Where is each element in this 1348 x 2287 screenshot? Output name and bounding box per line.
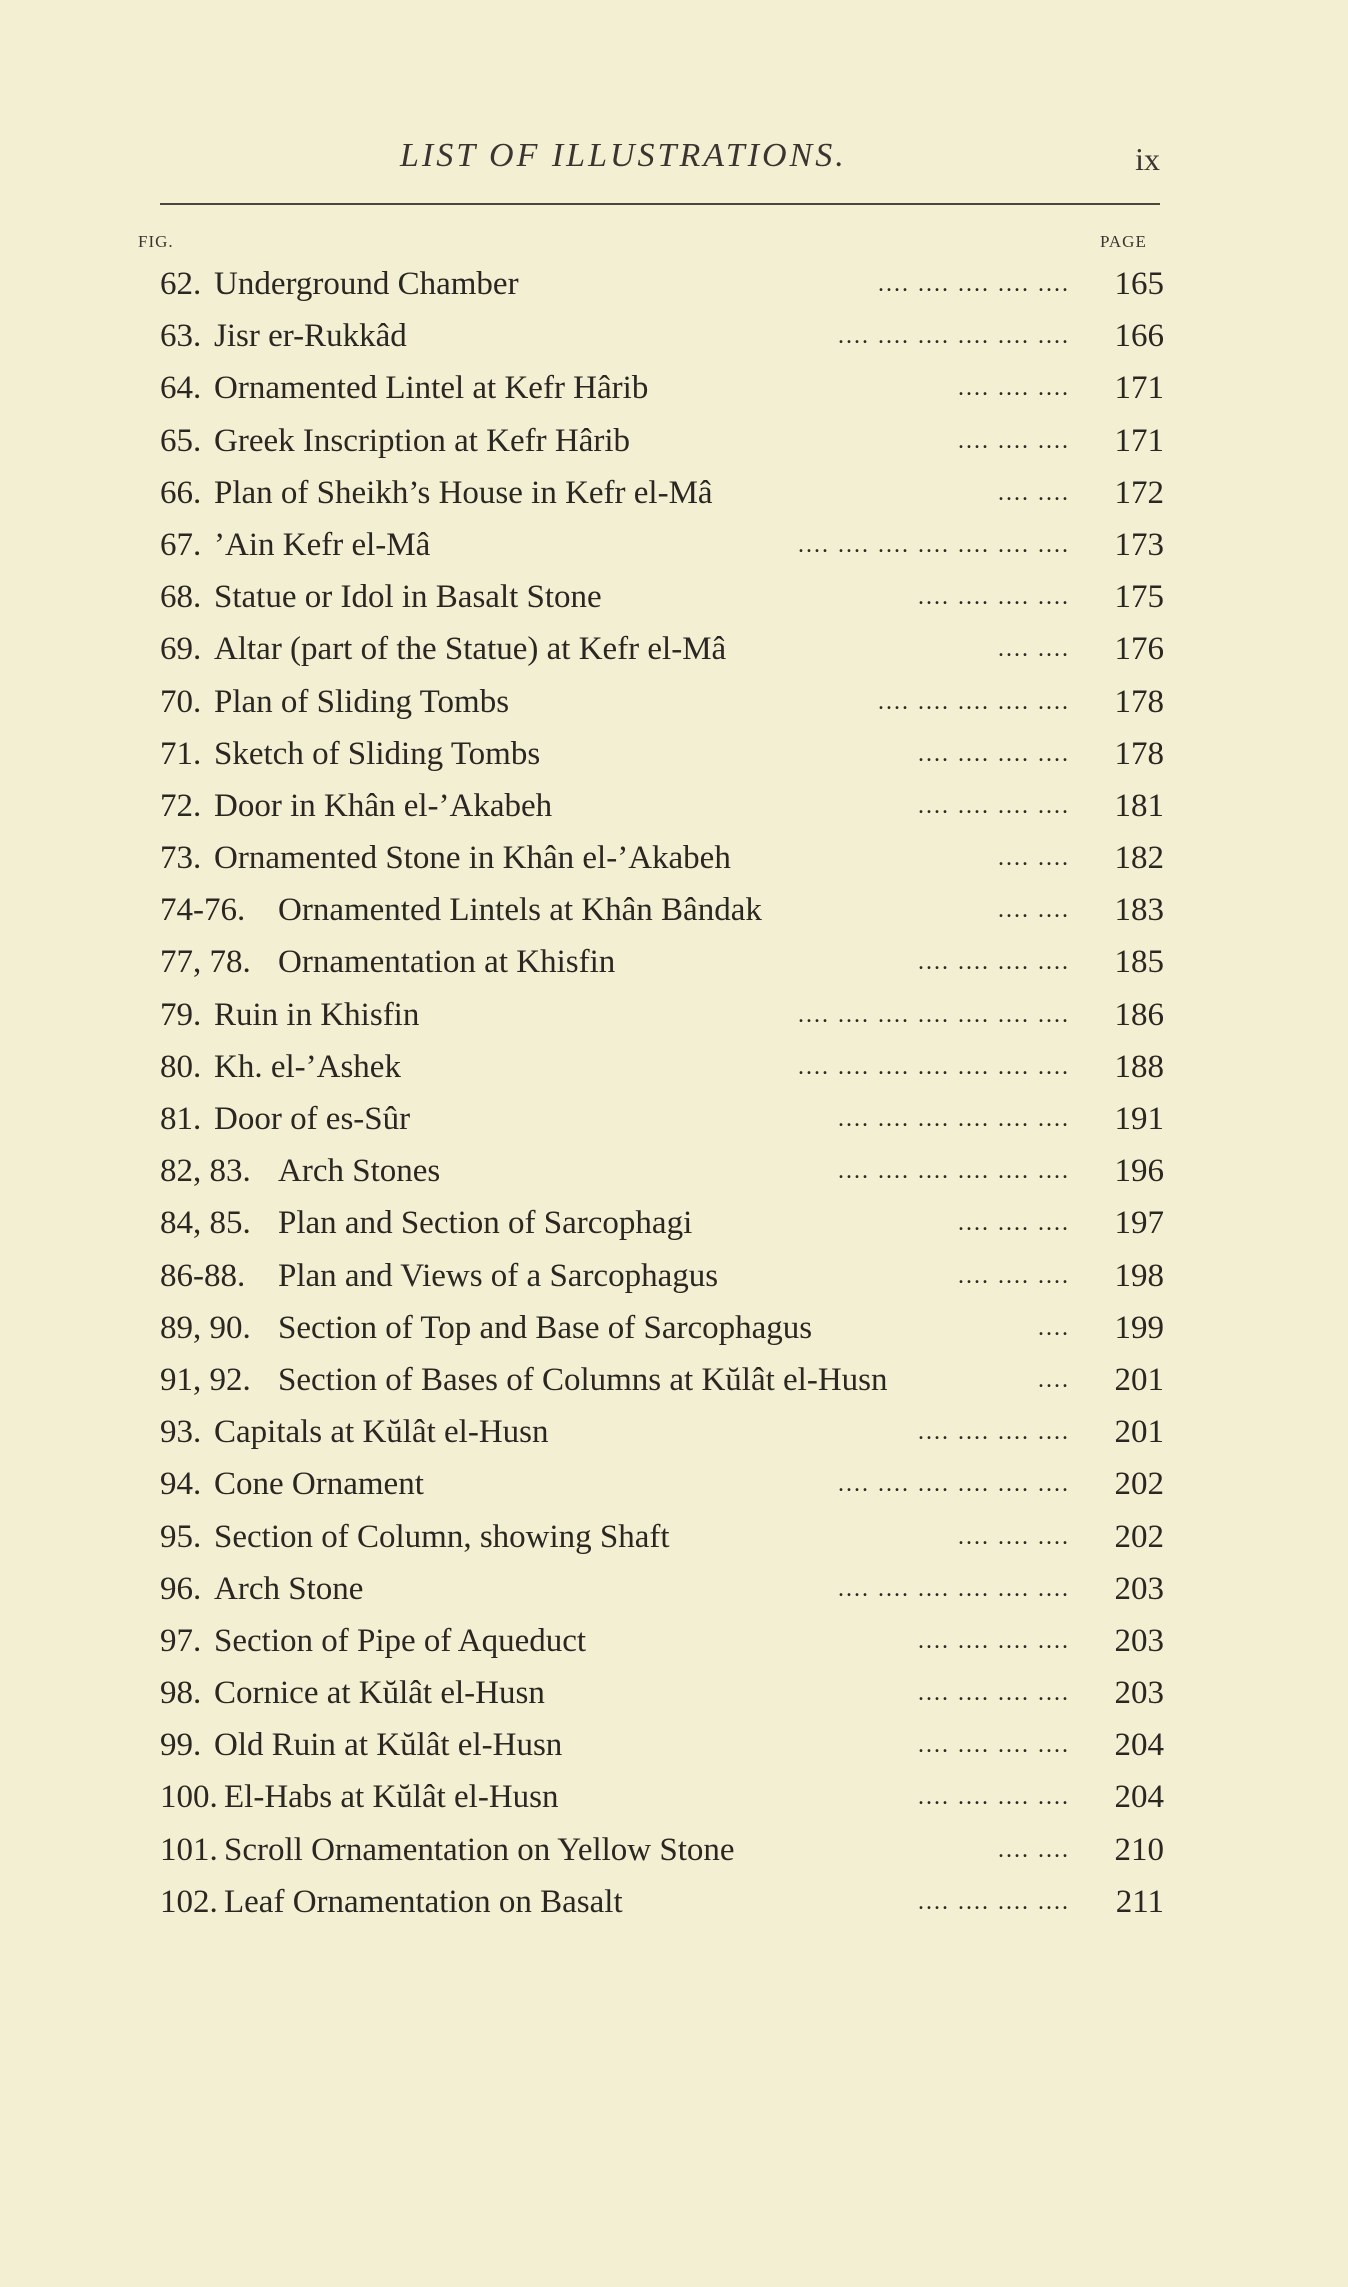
page-reference: 183 [1114,892,1164,929]
figure-number: 99. [160,1727,202,1764]
page-reference: 203 [1114,1622,1164,1659]
dot-leaders: .... .... .... .... .... .... [838,1471,1070,1498]
figure-number: 97. [160,1622,202,1659]
figure-number: 68. [160,579,202,616]
figure-number: 82, 83. [160,1153,251,1190]
page-reference: 171 [1114,370,1164,407]
illustration-title: El-Habs at Kŭlât el-Husn [224,1779,559,1816]
list-item [160,310,1164,362]
illustration-title: Cornice at Kŭlât el-Husn [214,1675,545,1712]
dot-leaders: .... .... [998,1836,1070,1863]
figure-number: 95. [160,1518,202,1555]
list-item [160,884,1164,936]
dot-leaders: .... .... .... .... [918,1680,1070,1707]
dot-leaders: .... .... .... .... .... .... [838,1106,1070,1132]
figure-number: 67. [160,526,202,563]
dot-leaders: .... .... .... .... [918,949,1070,976]
dot-leaders: .... .... .... .... [918,740,1070,767]
dot-leaders: .... .... .... .... .... .... .... [798,1053,1070,1080]
illustration-title: Sketch of Sliding Tombs [214,735,541,772]
page-reference: 178 [1114,683,1164,720]
illustration-title: Scroll Ornamentation on Yellow Stone [224,1831,735,1868]
figure-number: 79. [160,996,202,1033]
list-item [160,1145,1164,1197]
page-reference: 185 [1114,944,1164,981]
figure-number: 72. [160,787,202,824]
illustration-title: Section of Column, showing Shaft [214,1518,670,1555]
dot-leaders: .... .... .... .... [918,1627,1070,1654]
list-item [160,728,1164,780]
page-reference: 196 [1114,1153,1164,1190]
figure-number: 62. [160,266,202,302]
list-item [160,1302,1164,1354]
dot-leaders: .... .... .... [958,1262,1070,1289]
page-reference: 203 [1114,1570,1164,1607]
page-reference: 165 [1114,266,1164,302]
list-item [160,362,1164,414]
figure-number: 66. [160,474,202,511]
list-item [160,780,1164,832]
figure-number: 101. [160,1831,218,1868]
illustration-title: Plan and Section of Sarcophagi [278,1205,693,1242]
list-item [160,623,1164,675]
page-reference: 166 [1114,318,1164,355]
list-item [160,1876,1164,1928]
illustration-title: Jisr er-Rukkâd [214,318,407,355]
list-item [160,1667,1164,1719]
page-reference: 188 [1114,1048,1164,1085]
illustration-title: Altar (part of the Statue) at Kefr el-Mâ [214,631,727,668]
illustration-title: Plan of Sliding Tombs [214,683,510,720]
figure-number: 69. [160,631,202,668]
dot-leaders: .... [1038,1366,1070,1393]
figure-number: 74-76. [160,892,246,929]
fig-column-heading: FIG. [138,232,174,251]
list-item [160,467,1164,519]
page-reference: 204 [1114,1779,1164,1816]
page-reference: 191 [1114,1101,1164,1137]
illustration-title: ’Ain Kefr el-Mâ [214,526,431,563]
list-item [160,1824,1164,1876]
figure-number: 93. [160,1414,202,1451]
illustration-title: Ornamented Lintel at Kefr Hârib [214,370,649,407]
figure-number: 102. [160,1883,218,1920]
page-reference: 178 [1114,735,1164,772]
illustration-title: Underground Chamber [214,266,519,302]
illustration-title: Arch Stone [214,1570,364,1607]
dot-leaders: .... .... .... .... .... .... [838,1158,1070,1185]
header-rule [160,203,1160,205]
figure-number: 94. [160,1466,202,1503]
dot-leaders: .... .... .... [958,375,1070,402]
page-reference: 181 [1114,787,1164,824]
dot-leaders: .... .... .... .... [918,584,1070,611]
figure-number: 91, 92. [160,1361,251,1398]
illustrations-list [160,258,1164,1928]
figure-number: 64. [160,370,202,407]
figure-number: 96. [160,1570,202,1607]
list-item [160,519,1164,571]
page-reference: 173 [1114,526,1164,563]
running-head [160,137,1160,187]
dot-leaders: .... .... .... [958,1210,1070,1237]
list-item [160,989,1164,1041]
illustration-title: Ruin in Khisfin [214,996,420,1033]
illustration-title: Arch Stones [278,1153,441,1190]
figure-number: 89, 90. [160,1309,251,1346]
figure-number: 73. [160,840,202,877]
list-item [160,676,1164,728]
illustration-title: Section of Bases of Columns at Kŭlât el-Husn [278,1361,888,1398]
dot-leaders: .... .... [998,636,1070,663]
dot-leaders: .... .... .... .... [918,1784,1070,1811]
figure-number: 100. [160,1779,218,1816]
illustration-title: Statue or Idol in Basalt Stone [214,579,602,616]
dot-leaders: .... .... .... .... .... .... .... [798,1001,1070,1028]
page-reference: 202 [1114,1466,1164,1503]
illustration-title: Plan and Views of a Sarcophagus [278,1257,719,1294]
illustration-title: Ornamented Stone in Khân el-’Akabeh [214,840,731,877]
dot-leaders: .... .... [998,845,1070,872]
dot-leaders: .... [1038,1314,1070,1341]
list-item [160,1041,1164,1093]
page-number: ix [1135,141,1160,177]
dot-leaders: .... .... [998,479,1070,506]
list-item [160,258,1164,310]
illustration-title: Cone Ornament [214,1466,424,1503]
figure-number: 86-88. [160,1257,246,1294]
figure-number: 77, 78. [160,944,251,981]
dot-leaders: .... .... .... .... .... [878,271,1070,297]
list-item [160,1511,1164,1563]
illustration-title: Ornamentation at Khisfin [278,944,616,981]
list-item [160,1458,1164,1510]
dot-leaders: .... .... .... .... .... .... [838,323,1070,350]
page-reference: 211 [1115,1883,1164,1920]
list-item [160,1771,1164,1823]
list-item [160,1719,1164,1771]
page-reference: 202 [1114,1518,1164,1555]
illustration-title: Plan of Sheikh’s House in Kefr el-Mâ [214,474,713,511]
illustration-title: Kh. el-’Ashek [214,1048,401,1085]
figure-number: 81. [160,1101,202,1137]
list-item [160,936,1164,988]
dot-leaders: .... .... .... .... [918,1419,1070,1446]
illustration-title: Old Ruin at Kŭlât el-Husn [214,1727,563,1764]
dot-leaders: .... .... .... [958,427,1070,454]
list-item [160,1354,1164,1406]
figure-number: 80. [160,1048,202,1085]
page-reference: 203 [1114,1675,1164,1712]
list-item [160,1406,1164,1458]
dot-leaders: .... .... .... .... .... .... [838,1575,1070,1602]
page-reference: 171 [1114,422,1164,459]
page-reference: 199 [1114,1309,1164,1346]
list-item [160,571,1164,623]
page-reference: 201 [1114,1361,1164,1398]
figure-number: 71. [160,735,202,772]
figure-number: 63. [160,318,202,355]
figure-number: 70. [160,683,202,720]
dot-leaders: .... .... .... .... .... .... .... [798,531,1070,558]
dot-leaders: .... .... .... .... .... [878,688,1070,715]
dot-leaders: .... .... .... .... [918,1888,1070,1915]
page-reference: 201 [1114,1414,1164,1451]
page-reference: 210 [1114,1831,1164,1868]
illustration-title: Section of Pipe of Aqueduct [214,1622,587,1659]
list-item [160,1093,1164,1145]
figure-number: 84, 85. [160,1205,251,1242]
page-reference: 198 [1114,1257,1164,1294]
illustration-title: Door in Khân el-’Akabeh [214,787,553,824]
dot-leaders: .... .... .... [958,1523,1070,1550]
page-reference: 176 [1114,631,1164,668]
page-reference: 204 [1114,1727,1164,1764]
illustration-title: Door of es-Sûr [214,1101,411,1137]
list-item [160,1250,1164,1302]
list-item [160,832,1164,884]
running-title: LIST OF ILLUSTRATIONS. [400,137,847,174]
dot-leaders: .... .... .... .... [918,792,1070,819]
page-reference: 182 [1114,840,1164,877]
list-item [160,1197,1164,1249]
page-column-heading: PAGE [1100,232,1147,251]
illustration-title: Leaf Ornamentation on Basalt [224,1883,623,1920]
dot-leaders: .... .... .... .... [918,1732,1070,1759]
page-reference: 175 [1114,579,1164,616]
illustration-title: Capitals at Kŭlât el-Husn [214,1414,549,1451]
illustration-title: Greek Inscription at Kefr Hârib [214,422,630,459]
figure-number: 98. [160,1675,202,1712]
dot-leaders: .... .... [998,897,1070,924]
list-item [160,415,1164,467]
page-reference: 197 [1114,1205,1164,1242]
list-item [160,1563,1164,1615]
page-reference: 172 [1114,474,1164,511]
illustration-title: Ornamented Lintels at Khân Bândak [278,892,762,929]
illustration-title: Section of Top and Base of Sarcophagus [278,1309,813,1346]
list-item [160,1615,1164,1667]
page-reference: 186 [1114,996,1164,1033]
figure-number: 65. [160,422,202,459]
